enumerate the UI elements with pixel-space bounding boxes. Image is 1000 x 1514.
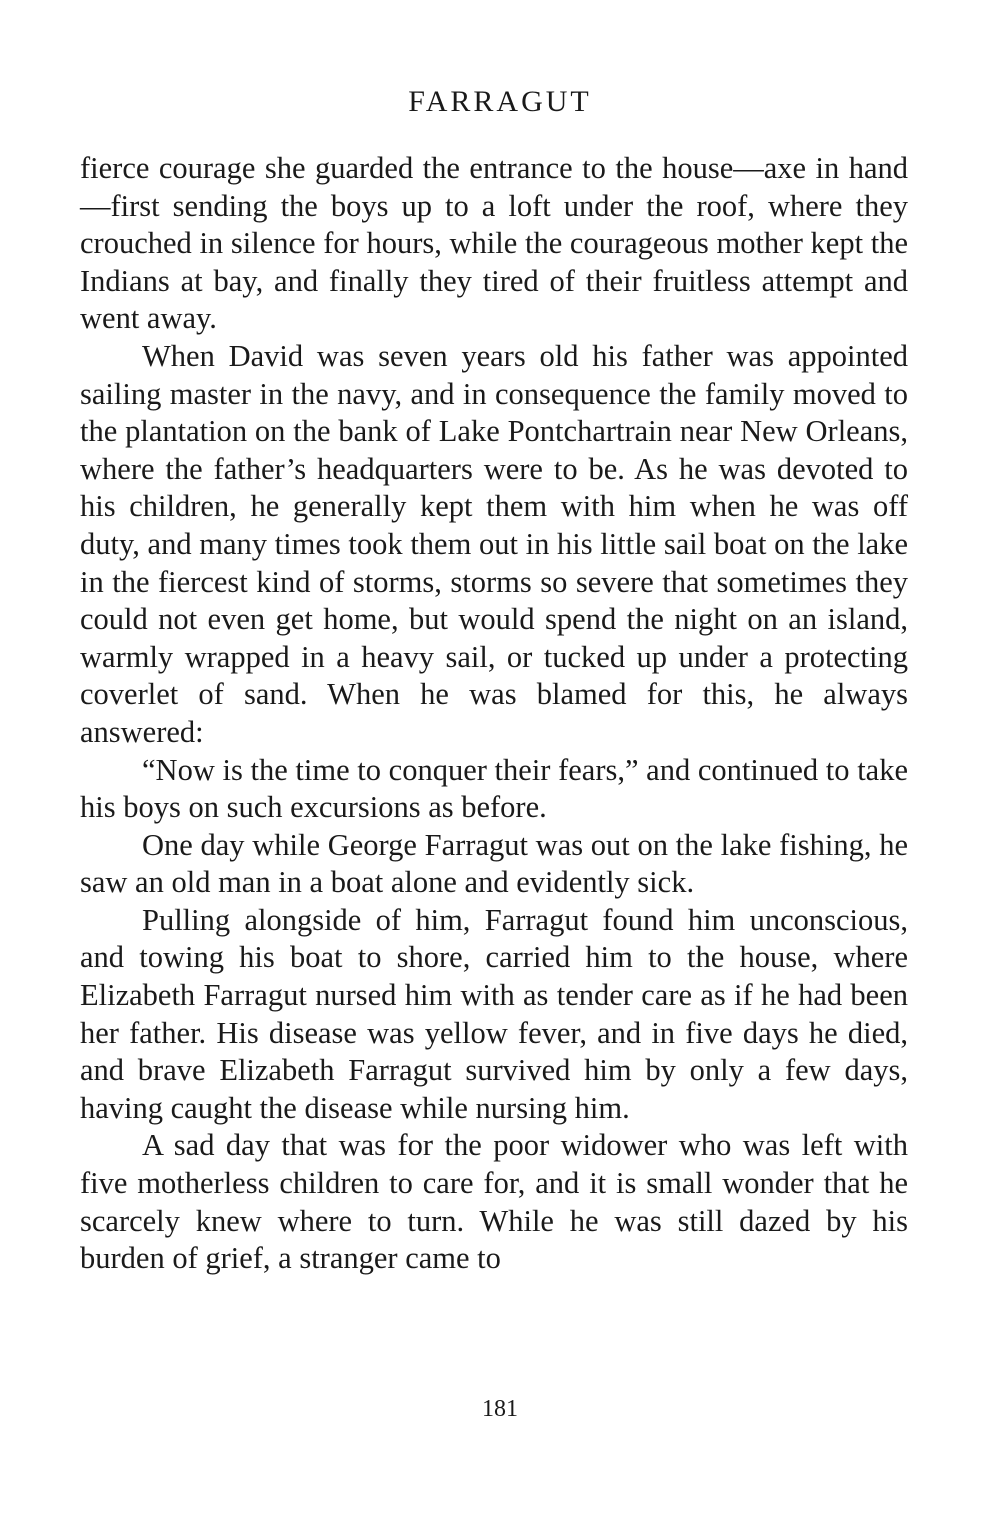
page-number: 181 xyxy=(482,1396,518,1422)
running-head: FARRAGUT xyxy=(408,85,592,118)
paragraph-continuation: fierce courage she guarded the entrance to the house—axe in hand—first sending the boys up to a loft under the roof, where they crouched in silence for hours, while the courageous mother kept the Indians at bay, and finally they tired of their fruitless attempt and went away. xyxy=(80,151,908,336)
paragraph: One day while George Farragut was out on the lake fishing, he saw an old man in a boat alone and evidently sick. xyxy=(80,827,908,900)
paragraph: When David was seven years old his father was appointed sailing master in the navy, and in consequence the family moved to the plantation on the bank of Lake Pontchartrain near New Orleans, where the father’s headquarters were to be. As he was devoted to his children, he generally kept them with him when he was off duty, and many times took them out in his little sail boat on the lake in the fiercest kind of storms, storms so severe that sometimes they could not even get home, but would spend the night on an island, warmly wrapped in a heavy sail, or tucked up under a protecting coverlet of sand. When he was blamed for this, he always answered: xyxy=(80,338,908,749)
paragraph: A sad day that was for the poor widower who was left with five motherless children to care for, and it is small wonder that he scarcely knew where to turn. While he was still dazed by his burden of grief, a stranger came to xyxy=(80,1128,908,1276)
paragraph: “Now is the time to conquer their fears,” and continued to take his boys on such excursions as before. xyxy=(80,752,908,825)
body-text xyxy=(80,150,908,1278)
paragraph: Pulling alongside of him, Farragut found him unconscious, and towing his boat to shore, carried him to the house, where Elizabeth Farragut nursed him with as tender care as if he had been her father. His disease was yellow fever, and in five days he died, and brave Elizabeth Farragut survived him by only a few days, having caught the disease while nursing him. xyxy=(80,902,908,1125)
